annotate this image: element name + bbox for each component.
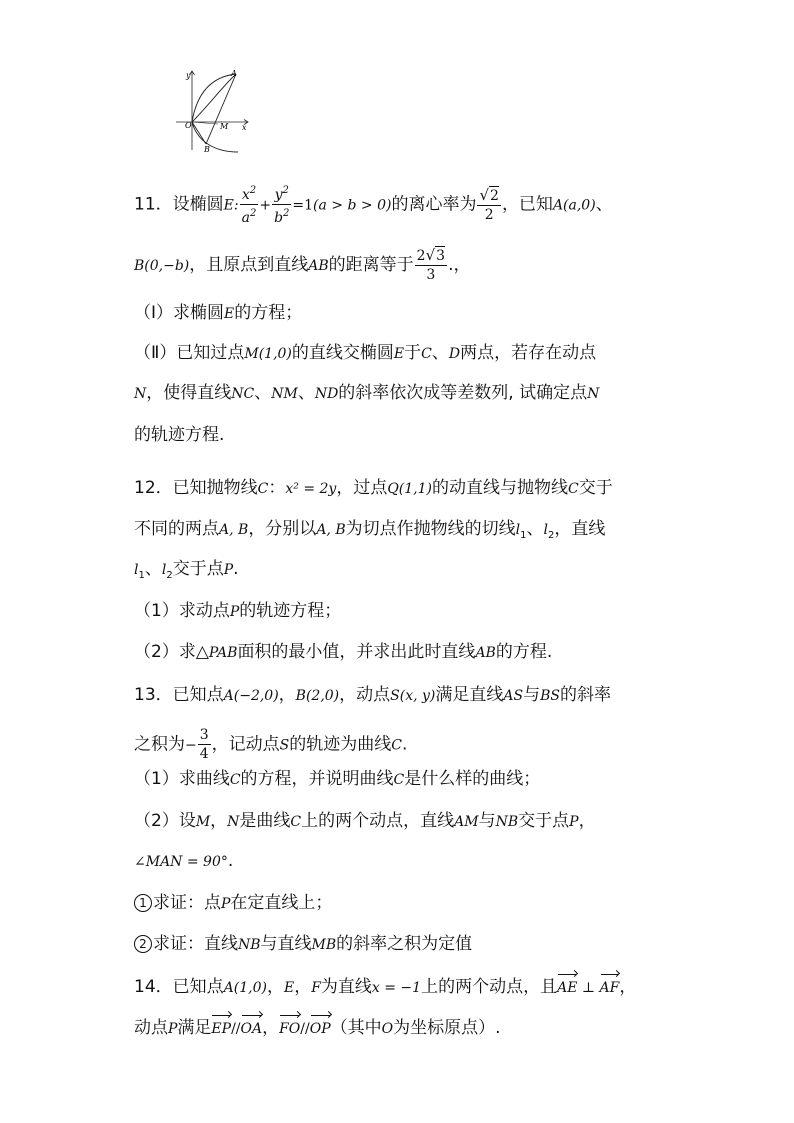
chord-ob: [192, 122, 206, 144]
q12-number: 12．: [134, 478, 173, 498]
figure-ellipse-diagram: [168, 66, 258, 156]
q14-line-2: 动点P满足EP//OA，FO//OP（其中O为坐标原点）.: [134, 1018, 501, 1038]
fraction-x2-a2: $\frac{x^2}{a^2}$: [240, 182, 259, 227]
q12-part-1: （1）求动点P的轨迹方程；: [134, 601, 342, 621]
q11-part-1: （Ⅰ）求椭圆E的方程；: [134, 303, 303, 323]
q12-part-2: （2）求△PAB面积的最小值，并求出此时直线AB的方程.: [134, 642, 553, 662]
fraction-2sqrt3-over-3: $\frac{2√3}{3}$: [416, 246, 446, 283]
vector-af: AF: [600, 977, 620, 999]
vector-ep: EP: [211, 1018, 231, 1040]
label-m: M: [220, 122, 229, 131]
q11-part-2-line-2: N，使得直线NC、NM、ND的斜率依次成等差数列, 试确定点N: [134, 383, 600, 403]
q11-line-1: 11．设椭圆E: $\frac{x^2}{a^2}$ + $\frac{y^2}{b^2}$ =1(a > b > 0)的离心率为 $\frac{√2}{2}$ ，已知A(a,0)、: [134, 182, 613, 227]
q11-part-2: （Ⅱ）已知过点M(1,0)的直线交椭圆E于C、D两点，若存在动点: [134, 343, 597, 363]
q13-claim-1: 1 求证：点P在定直线上；: [134, 892, 332, 915]
q13-line-1: 13．已知点A(−2,0)，B(2,0)，动点S(x, y)满足直线AS与BS的斜率: [134, 685, 611, 705]
q14-line-1: 14．已知点A(1,0)，E，F为直线x = −1上的两个动点，且AE ⊥ AF，: [134, 977, 637, 997]
q11-part-2-line-3: 的轨迹方程.: [134, 425, 225, 445]
vector-fo: FO: [279, 1018, 300, 1040]
label-y: y: [186, 71, 191, 80]
circled-number-2: 2: [134, 935, 152, 953]
q12-line-1: 12．已知抛物线C：x² = 2y，过点Q(1,1)的动直线与抛物线C交于: [134, 478, 613, 498]
label-o: O: [185, 121, 192, 130]
q12-line-2: 不同的两点A, B，分别以A, B为切点作抛物线的切线$l_1$、$l_2$，直线: [134, 519, 606, 541]
q14-number: 14．: [134, 977, 173, 997]
q13-part-2: （2）设M，N是曲线C上的两个动点，直线AM与NB交于点P，: [134, 811, 596, 831]
q13-claim-2: 2 求证：直线NB与直线MB的斜率之积为定值: [134, 933, 472, 956]
q13-line-2: 之积为− $\frac{3}{4}$ ，记动点S的轨迹为曲线C.: [134, 727, 408, 762]
fraction-sqrt2-over-2: $\frac{√2}{2}$: [479, 185, 499, 223]
q13-part-1: （1）求曲线C的方程，并说明曲线C是什么样的曲线；: [134, 769, 541, 789]
label-a: A: [231, 69, 237, 78]
circled-number-1: 1: [134, 894, 152, 912]
vector-ae: AE: [557, 977, 577, 999]
q11-number: 11．: [134, 194, 173, 215]
q13-angle-condition: ∠MAN = 90°.: [134, 851, 234, 871]
vector-op: OP: [310, 1018, 331, 1040]
q12-line-3: $l_1$、$l_2$交于点P.: [134, 559, 239, 581]
label-x: x: [242, 123, 247, 132]
q13-number: 13．: [134, 685, 173, 705]
fraction-y2-b2: $\frac{y^2}{b^2}$: [272, 182, 291, 227]
fraction-3-over-4: $\frac{3}{4}$: [199, 727, 209, 762]
q11-line-2: B(0,−b)，且原点到直线AB的距离等于 $\frac{2√3}{3}$ .，: [134, 246, 471, 283]
vector-oa: OA: [241, 1018, 263, 1040]
label-b: B: [204, 145, 210, 154]
ellipse-arc-lower: [192, 122, 238, 152]
